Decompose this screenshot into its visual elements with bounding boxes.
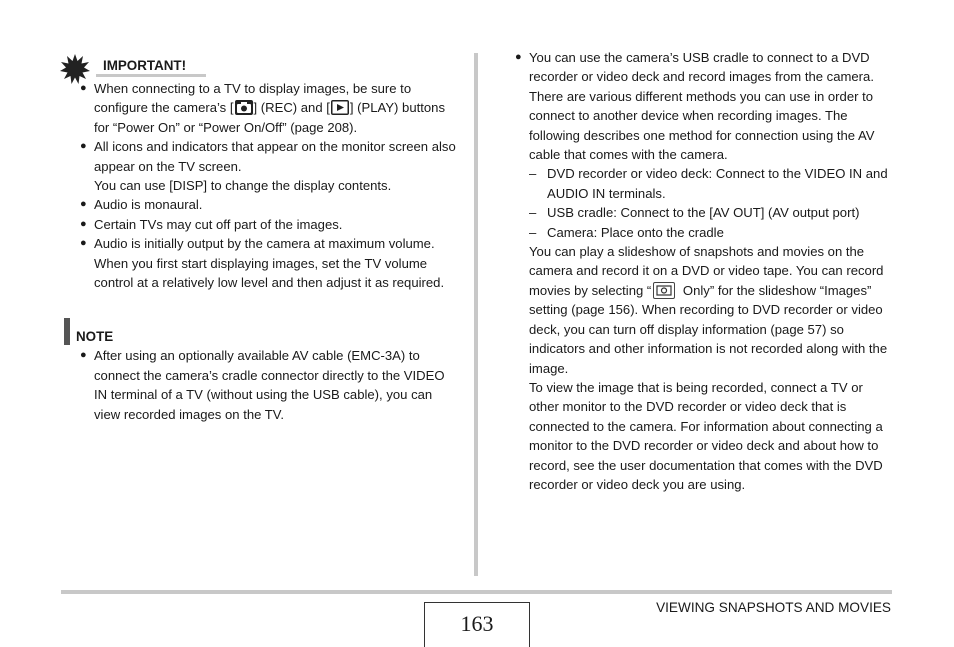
note-title: NOTE — [76, 329, 114, 345]
footer-rule — [61, 590, 892, 594]
list-item: ● Certain TVs may cut off part of the images. — [80, 216, 343, 232]
right-column — [511, 48, 896, 494]
page-number-box — [424, 602, 530, 647]
important-list — [76, 79, 461, 292]
list-item: ● You can use the camera’s USB cradle to connect to a DVD recorder or video deck and record images from the camera. There are various different methods you can use in order to connect to another device when recording images. The following describes one method for connection using the AV cable that comes with the camera. – DVD recorder or video deck: Connect to the VIDEO IN and AUDIO IN terminals. – USB cradle: Connect to the [AV OUT] (AV output port) – Camera: Place onto the cradle You can play a slideshow of snapshots and movies on the camera and record it on a DVD or video tape. You can record movies by selecting “ Only” for the slideshow “Images” setting (page 156). When recording to DVD recorder or video deck, you can turn off display information (page 57) so indicators and other information is not recorded along with the image. To view the image that is being recorded, connect a TV or other monitor to the DVD recorder or video deck that is connected to the camera. For information about connecting a monitor to the DVD recorder or video deck and about how to record, see the user documentation that comes with the DVD recorder or video deck you are using. — [511, 48, 896, 494]
paragraph: To view the image that is being recorded, connect a TV or other monitor to the DVD recorder or video deck that is connected to the camera. For information about connecting a monitor to the DVD recorder or video deck and about how to record, see the user documentation that comes with the DVD recorder or video deck you are using. — [529, 379, 883, 492]
list-item: ● All icons and indicators that appear on the monitor screen also appear on the TV screen. You can use [DISP] to change the display contents. — [80, 139, 456, 194]
dash-item: – DVD recorder or video deck: Connect to the VIDEO IN and AUDIO IN terminals. — [529, 166, 888, 201]
important-header — [76, 52, 461, 76]
dash-item: – USB cradle: Connect to the [AV OUT] (AV output port) — [529, 205, 860, 221]
play-icon — [331, 100, 349, 115]
paragraph: You can play a slideshow of snapshots and movies on the camera and record it on a DVD or video tape. You can record movies by selecting “ Only” for the slideshow “Images” setting (page 156). When recording to DVD recorder or video deck, you can turn off display information (page 57) so indicators and other information is not recorded along with the image. — [529, 244, 888, 376]
section-title: VIEWING SNAPSHOTS AND MOVIES — [656, 600, 891, 615]
list-item: ● Audio is initially output by the camera at maximum volume. When you first start displaying images, set the TV volume control at a relatively low level and then adjust it as required. — [80, 236, 445, 291]
column-divider — [474, 53, 478, 576]
list-item: ● After using an optionally available AV cable (EMC-3A) to connect the camera’s cradle connector directly to the VIDEO IN terminal of a TV (without using the USB cable), you can view recorded images on the TV. — [80, 348, 445, 422]
left-column — [76, 52, 461, 424]
list-item: ● Audio is monaural. — [80, 197, 203, 213]
right-list — [511, 48, 896, 494]
note-bar-icon — [64, 318, 70, 345]
list-item: ● When connecting to a TV to display images, be sure to configure the camera’s [ ] (REC) and [ ] (PLAY) buttons for “Power On” or “Power On/Off” (page 208). — [80, 81, 446, 135]
note-header — [76, 318, 461, 346]
dash-item: – Camera: Place onto the cradle — [529, 224, 724, 240]
important-title: IMPORTANT! — [103, 58, 187, 73]
camera-icon — [235, 100, 253, 115]
movie-icon — [653, 282, 675, 299]
note-list — [76, 346, 461, 424]
important-underline — [96, 74, 206, 77]
page-number: 163 — [460, 611, 494, 636]
